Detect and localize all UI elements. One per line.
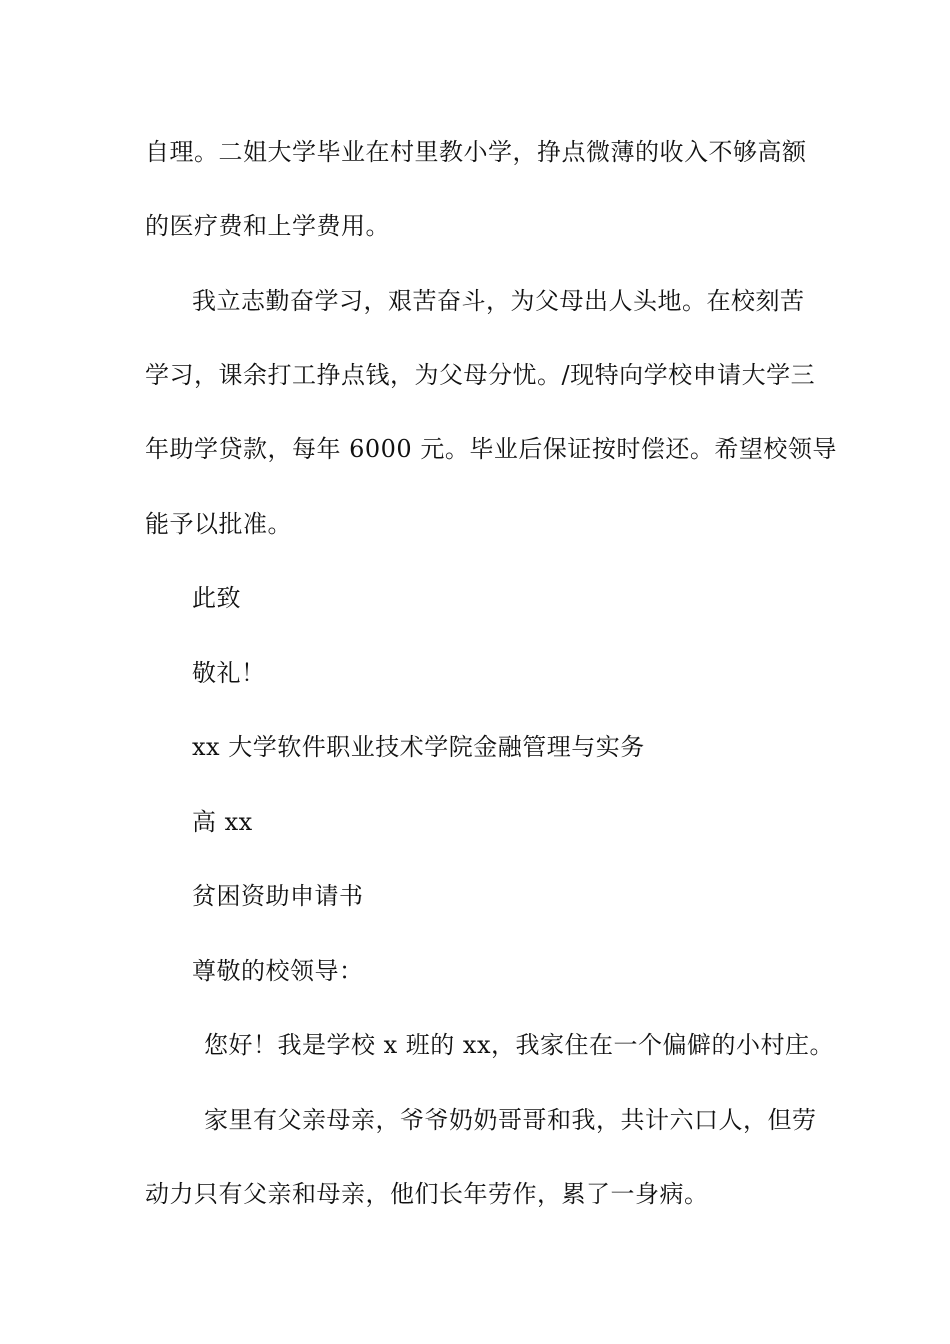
paragraph-line: 动力只有父亲和母亲，他们长年劳作，累了一身病。 bbox=[145, 1180, 709, 1208]
paragraph-line: 我立志勤奋学习，艰苦奋斗，为父母出人头地。在校刻苦 bbox=[192, 287, 805, 315]
paragraph-line: 能予以批准。 bbox=[145, 510, 292, 538]
paragraph-line: 的医疗费和上学费用。 bbox=[145, 212, 390, 240]
greeting: 尊敬的校领导： bbox=[192, 957, 364, 985]
signature-name: 高 xx bbox=[192, 808, 253, 836]
paragraph-line: 您好！我是学校 x 班的 xx，我家住在一个偏僻的小村庄。 bbox=[204, 1031, 834, 1059]
closing-regards: 敬礼！ bbox=[192, 659, 266, 687]
paragraph-line: 年助学贷款，每年 6000 元。毕业后保证按时偿还。希望校领导 bbox=[145, 435, 837, 463]
paragraph-line: 家里有父亲母亲，爷爷奶奶哥哥和我，共计六口人，但劳 bbox=[204, 1106, 817, 1134]
paragraph-line: 自理。二姐大学毕业在村里教小学，挣点微薄的收入不够高额 bbox=[145, 138, 807, 166]
signature-school: xx 大学软件职业技术学院金融管理与实务 bbox=[192, 733, 645, 761]
paragraph-line: 学习，课余打工挣点钱，为父母分忧。/现特向学校申请大学三 bbox=[145, 361, 816, 389]
section-title: 贫困资助申请书 bbox=[192, 882, 364, 910]
closing-salutation: 此致 bbox=[192, 584, 241, 612]
